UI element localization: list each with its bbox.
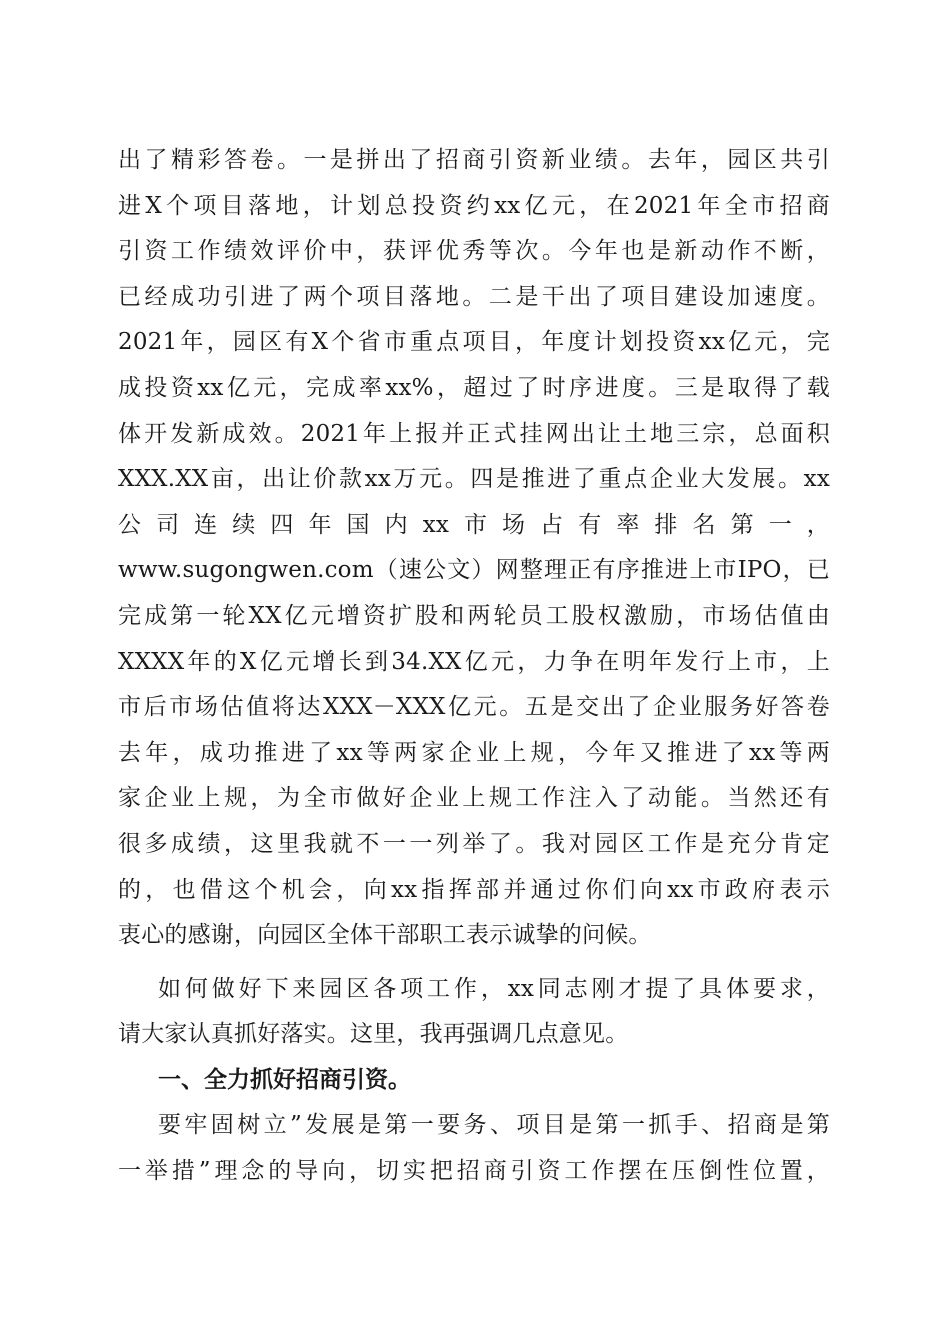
document-page [118, 138, 830, 1195]
paragraph-achievements [118, 138, 830, 959]
text-line: www.sugongwen.com（速公文）网整理正有序推进上市IPO，已 [118, 557, 830, 584]
text-line: 如何做好下来园区各项工作，xx同志刚才提了具体要求， [158, 975, 830, 1002]
text-line: 完成第一轮XX亿元增资扩股和两轮员工股权激励，市场估值由 [118, 602, 830, 629]
text-line: 要牢固树立”发展是第一要务、项目是第一抓手、招商是第 [158, 1112, 830, 1139]
text-line: 进X个项目落地，计划总投资约xx亿元，在2021年全市招商 [118, 192, 830, 219]
text-line: XXXX年的X亿元增长到34.XX亿元，力争在明年发行上市，上 [118, 648, 830, 675]
text-line: 家企业上规，为全市做好企业上规工作注入了动能。当然还有 [118, 785, 830, 812]
text-line: 公司连续四年国内xx市场占有率排名第一， [118, 511, 830, 538]
text-line: 已经成功引进了两个项目落地。二是干出了项目建设加速度。 [118, 283, 830, 310]
text-line: 成投资xx亿元，完成率xx%，超过了时序进度。三是取得了载 [118, 374, 830, 401]
paragraph-investment [118, 1103, 830, 1194]
text-line: 引资工作绩效评价中，获评优秀等次。今年也是新动作不断， [118, 238, 830, 265]
text-line: 去年，成功推进了xx等两家企业上规，今年又推进了xx等两 [118, 739, 830, 766]
paragraph-requirements [118, 967, 830, 1058]
text-line: 出了精彩答卷。一是拼出了招商引资新业绩。去年，园区共引 [118, 147, 830, 173]
text-line: 请大家认真抓好落实。这里，我再强调几点意见。 [118, 1021, 629, 1048]
text-line: 的，也借这个机会，向xx指挥部并通过你们向xx市政府表示 [118, 876, 830, 903]
section-heading: 一、全力抓好招商引资。 [158, 1066, 411, 1093]
text-line: 市后市场估值将达XXX－XXX亿元。五是交出了企业服务好答卷 [118, 694, 830, 721]
text-line: 一举措”理念的导向，切实把招商引资工作摆在压倒性位置， [118, 1158, 830, 1185]
text-line: 衷心的感谢，向园区全体干部职工表示诚挚的问候。 [118, 922, 652, 949]
text-line: 很多成绩，这里我就不一一列举了。我对园区工作是充分肯定 [118, 830, 830, 857]
text-line: 2021年，园区有X个省市重点项目，年度计划投资xx亿元，完 [118, 329, 830, 356]
text-line: XXX.XX亩，出让价款xx万元。四是推进了重点企业大发展。xx [118, 466, 830, 493]
text-line: 体开发新成效。2021年上报并正式挂网出让土地三宗，总面积 [118, 420, 830, 447]
